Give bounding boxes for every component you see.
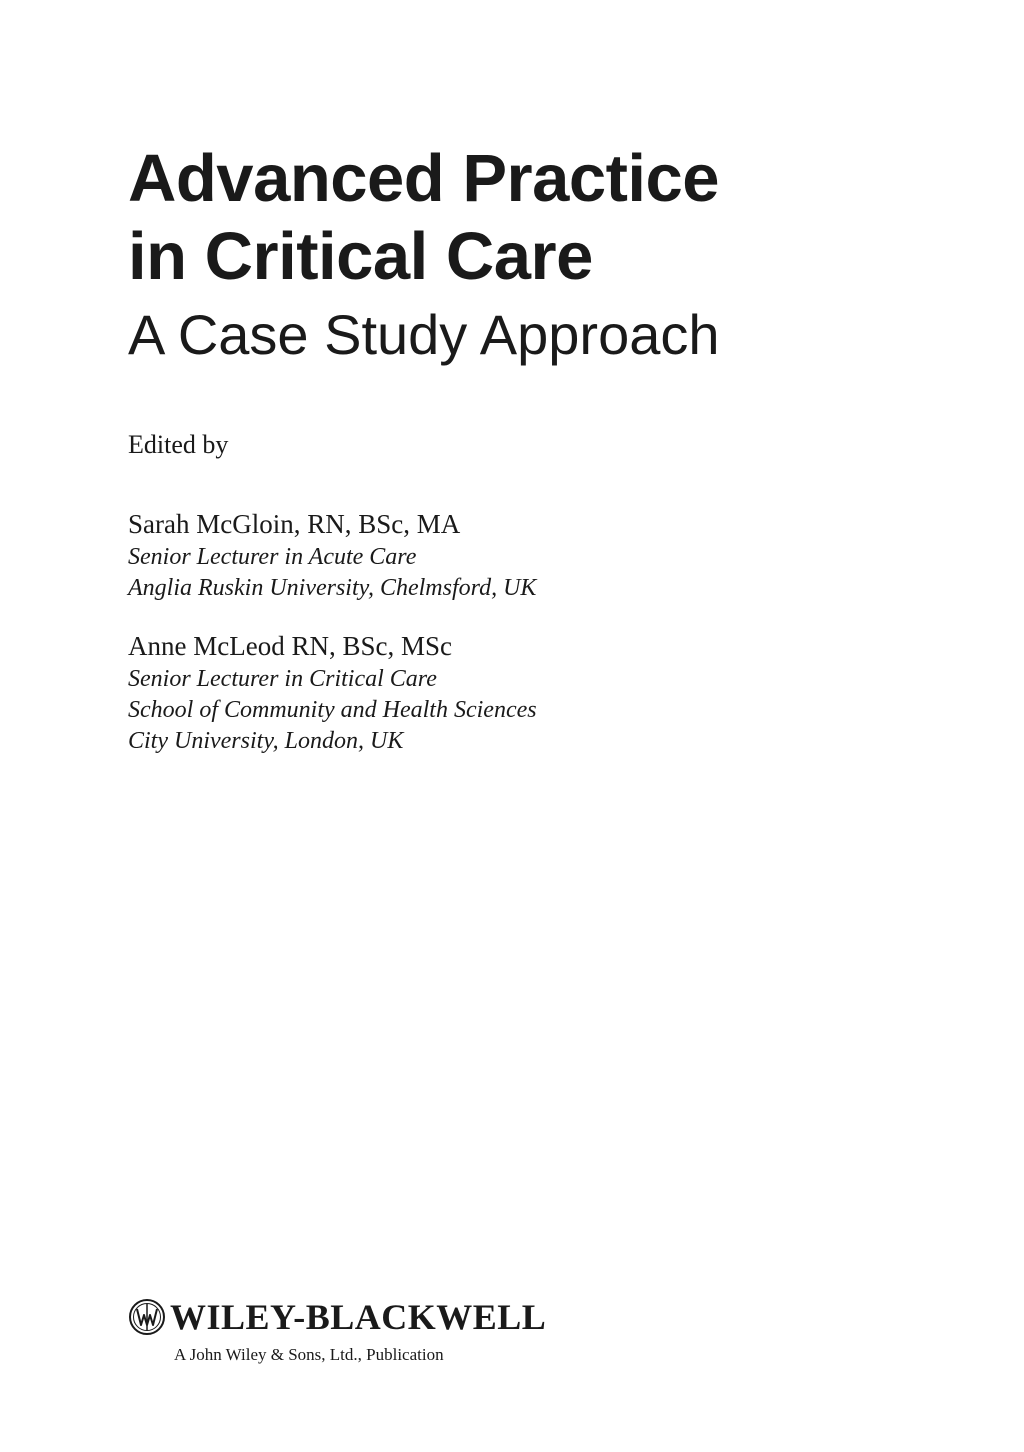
editor-2-affiliation: City University, London, UK: [128, 728, 404, 754]
editor-1: [128, 506, 536, 604]
editor-1-role: Senior Lecturer in Acute Care: [128, 544, 417, 570]
editor-2-name: Anne McLeod RN, BSc, MSc: [128, 631, 452, 661]
edited-by-label: Edited by: [128, 430, 229, 459]
publisher-block: [128, 1294, 546, 1366]
book-subtitle: A Case Study Approach: [128, 303, 720, 366]
editor-2: [128, 628, 537, 757]
book-title-block: [128, 140, 720, 370]
wiley-logo-icon: [128, 1298, 166, 1336]
editor-2-role: Senior Lecturer in Critical Care: [128, 666, 437, 692]
book-title-line-2: in Critical Care: [128, 219, 593, 294]
editor-1-name: Sarah McGloin, RN, BSc, MA: [128, 509, 461, 539]
publisher-name: WILEY-BLACKWELL: [170, 1297, 547, 1337]
editor-1-affiliation: Anglia Ruskin University, Chelmsford, UK: [128, 575, 537, 601]
publisher-tagline: A John Wiley & Sons, Ltd., Publication: [174, 1345, 444, 1364]
editor-2-department: School of Community and Health Sciences: [128, 697, 537, 723]
book-title-line-1: Advanced Practice: [128, 141, 720, 216]
publisher-logo: [128, 1294, 546, 1340]
